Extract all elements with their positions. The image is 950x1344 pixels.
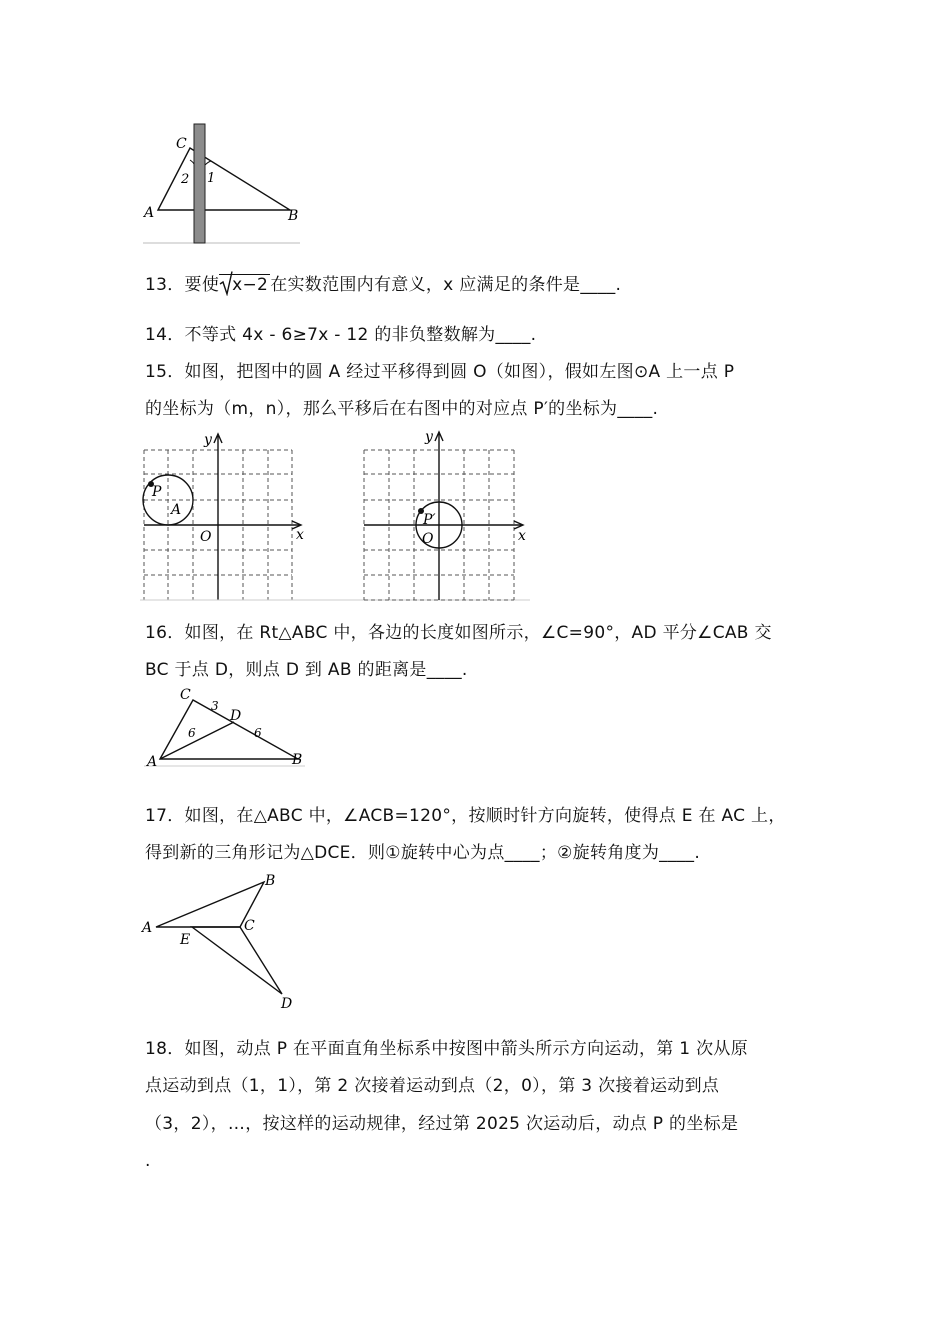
fig15-left-label-p: P	[152, 484, 162, 500]
q13-number: 13．	[145, 275, 185, 295]
fig15-left-label-x: x	[296, 527, 304, 543]
question-18-line-2: 点运动到点（1，1），第 2 次接着运动到点（2，0），第 3 次接着运动到点	[145, 1076, 720, 1096]
fig12-label-c: C	[176, 136, 187, 152]
question-15-line-2: 的坐标为（m，n），那么平移后在右图中的对应点 P′的坐标为____.	[145, 399, 659, 419]
fig17-label-d: D	[281, 996, 293, 1012]
fig15-right-label-x: x	[518, 528, 526, 544]
question-16-line-2: BC 于点 D，则点 D 到 AB 的距离是____.	[145, 660, 468, 680]
fig16-label-3: 3	[211, 699, 219, 713]
fig12-label-1: 1	[207, 171, 216, 186]
fig15-left-label-a: A	[171, 502, 182, 518]
question-18-line-1: 18．如图，动点 P 在平面直角坐标系中按图中箭头所示方向运动，第 1 次从原	[145, 1039, 749, 1059]
fig12-label-2: 2	[181, 172, 190, 187]
fig15-right-label-y: y	[425, 429, 433, 445]
fig17-label-b: B	[265, 873, 276, 889]
question-13	[145, 273, 621, 297]
fig15-right-label-o: O	[422, 531, 434, 547]
fig17-label-c: C	[244, 918, 255, 934]
question-17-line-1: 17．如图，在△ABC 中，∠ACB=120°，按顺时针方向旋转，使得点 E 在 AC 上，	[145, 806, 786, 826]
fig16-label-a: A	[147, 754, 158, 770]
fig15-right-label-p: P′	[423, 512, 436, 528]
fig16-right-triangle	[140, 686, 310, 770]
question-18-line-4: .	[145, 1151, 151, 1171]
fig15-left-label-o: O	[200, 529, 212, 545]
fig12-label-b: B	[288, 208, 299, 224]
fig15-left-label-y: y	[204, 432, 212, 448]
fig16-label-6-left: 6	[188, 726, 196, 740]
question-16-line-1: 16．如图，在 Rt△ABC 中，各边的长度如图所示，∠C=90°，AD 平分∠CAB 交	[145, 623, 772, 643]
fig17-label-a: A	[142, 920, 153, 936]
question-17-line-2: 得到新的三角形记为△DCE．则①旋转中心为点____；②旋转角度为____.	[145, 843, 701, 863]
fig17-rotation-triangles	[140, 870, 310, 1012]
q13-text-before: 要使	[184, 275, 220, 295]
fig16-label-6-right: 6	[254, 726, 262, 740]
fig16-label-d: D	[230, 708, 242, 724]
q13-radicand: x−2	[219, 274, 270, 295]
q13-text-after: 在实数范围内有意义，x 应满足的条件是____.	[270, 275, 622, 295]
fig16-label-b: B	[292, 752, 303, 768]
sqrt-expression	[219, 273, 270, 297]
fig16-label-c: C	[180, 687, 191, 703]
fig15-coordinate-grids	[140, 428, 535, 606]
fig12-label-a: A	[144, 205, 155, 221]
fig12-triangle-strip	[140, 120, 310, 250]
question-14: 14．不等式 4x ‑ 6≥7x ‑ 12 的非负整数解为____.	[145, 325, 537, 345]
question-15-line-1: 15．如图，把图中的圆 A 经过平移得到圆 O（如图），假如左图⊙A 上一点 P	[145, 362, 735, 382]
fig17-label-e: E	[180, 932, 191, 948]
question-18-line-3: （3，2），…，按这样的运动规律，经过第 2025 次运动后，动点 P 的坐标是	[145, 1114, 739, 1134]
